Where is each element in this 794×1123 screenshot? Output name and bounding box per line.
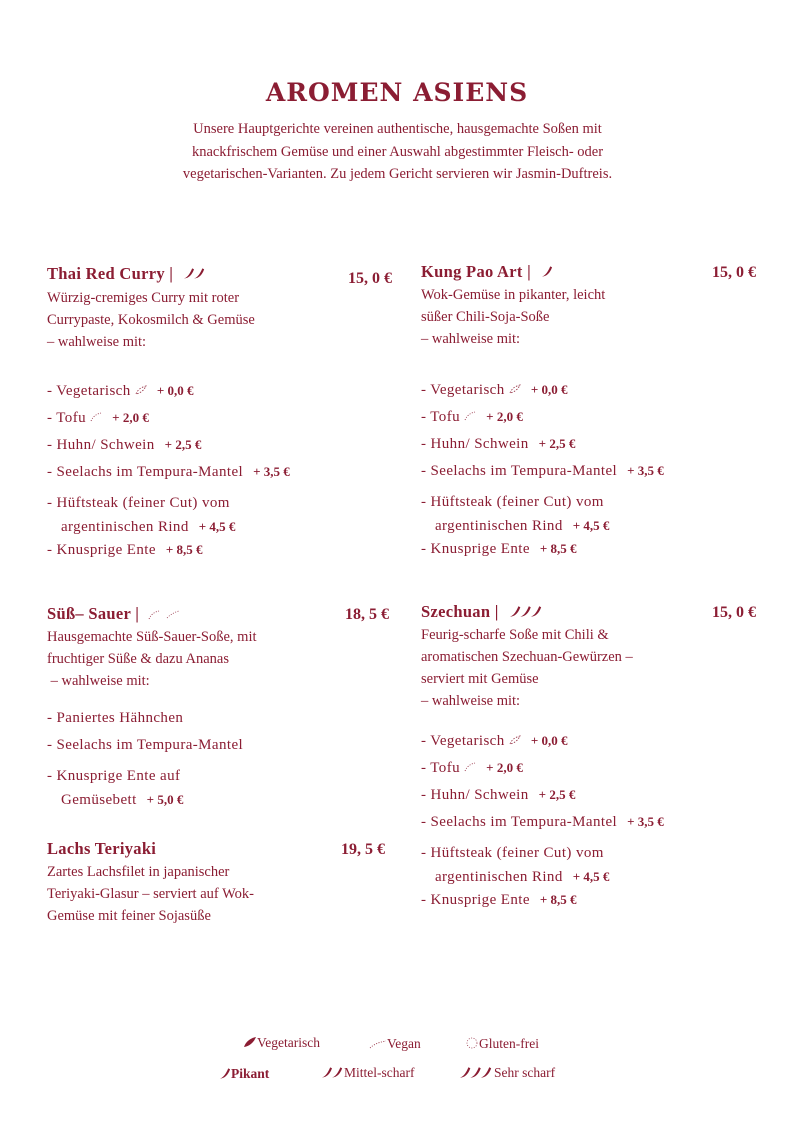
dish-description-line: aromatischen Szechuan-Gewürzen – <box>421 649 633 665</box>
chili-icon <box>540 263 553 282</box>
option-item: - Huhn/ Schwein + 2,5 € <box>421 436 576 452</box>
leaf-icon <box>243 1036 257 1052</box>
dish-name: Süß– Sauer | <box>47 604 140 623</box>
dish-price: 15, 0 € <box>712 264 756 281</box>
dish-name: Kung Pao Art | <box>421 262 532 281</box>
dish-price: 19, 5 € <box>341 841 385 858</box>
option-item: - Seelachs im Tempura-Mantel <box>47 737 244 753</box>
options-thai <box>47 383 290 569</box>
dish-price: 15, 0 € <box>348 270 392 287</box>
option-item: - Hüftsteak (feiner Cut) vom argentinischen Rind + 4,5 € <box>421 845 610 885</box>
vegan-leaf-icon <box>464 409 476 426</box>
option-item: - Vegetarisch + 0,0 € <box>421 382 568 398</box>
dish-kung-pao <box>421 262 756 350</box>
option-item: - Hüftsteak (feiner Cut) vom argentinischen Rind + 4,5 € <box>47 495 236 535</box>
legend-vegetarisch: Vegetarisch <box>243 1035 320 1052</box>
chili-icon <box>218 1066 231 1084</box>
dish-szechuan <box>421 602 756 712</box>
options-suess-sauer <box>47 710 243 815</box>
option-item: - Huhn/ Schwein + 2,5 € <box>47 437 202 453</box>
option-item: - Huhn/ Schwein + 2,5 € <box>421 787 576 803</box>
dish-description-line: Currypaste, Kokosmilch & Gemüse <box>47 312 255 328</box>
legend-vegan: Vegan <box>369 1036 421 1053</box>
option-item: - Hüftsteak (feiner Cut) vom argentinischen Rind + 4,5 € <box>421 494 610 534</box>
option-item: - Tofu + 2,0 € <box>47 410 149 426</box>
dish-price: 18, 5 € <box>345 606 389 623</box>
menu-title: AROMEN ASIENS <box>265 78 529 107</box>
dish-name: Thai Red Curry | <box>47 264 174 283</box>
option-item: - Knusprige Ente + 8,5 € <box>421 892 577 908</box>
dish-thai-red-curry <box>47 264 392 353</box>
dish-description-line: Feurig-scharfe Soße mit Chili & <box>421 627 609 643</box>
dish-price: 15, 0 € <box>712 604 756 621</box>
option-item: - Vegetarisch + 0,0 € <box>47 383 194 399</box>
leaf-icon <box>509 733 521 750</box>
legend-pikant: Pikant <box>218 1066 269 1084</box>
dish-name: Lachs Teriyaki <box>47 839 157 858</box>
dish-description-line: süßer Chili-Soja-Soße <box>421 309 550 325</box>
legend-mittel-scharf: Mittel-scharf <box>320 1065 414 1083</box>
option-item: - Tofu + 2,0 € <box>421 409 523 425</box>
option-item: - Vegetarisch + 0,0 € <box>421 733 568 749</box>
chili-icon <box>182 265 206 284</box>
option-item: - Tofu + 2,0 € <box>421 760 523 776</box>
dish-description-line: – wahlweise mit: <box>47 673 150 689</box>
legend-gluten-frei: Gluten-frei <box>465 1036 539 1054</box>
option-item: - Knusprige Ente + 8,5 € <box>47 542 203 558</box>
dish-description-line: Wok-Gemüse in pikanter, leicht <box>421 287 606 303</box>
option-item: - Seelachs im Tempura-Mantel + 3,5 € <box>421 814 664 830</box>
vegan-leaf-icon <box>369 1037 387 1053</box>
dish-description-line: Hausgemachte Süß-Sauer-Soße, mit <box>47 629 257 645</box>
dish-description-line: – wahlweise mit: <box>421 331 521 347</box>
dish-suess-sauer <box>47 604 389 692</box>
option-item: - Seelachs im Tempura-Mantel + 3,5 € <box>421 463 664 479</box>
dish-description-line: – wahlweise mit: <box>47 334 147 350</box>
chili-icon <box>508 603 544 622</box>
option-item: - Paniertes Hähnchen <box>47 710 184 726</box>
option-item: - Seelachs im Tempura-Mantel + 3,5 € <box>47 464 290 480</box>
dish-description-line: – wahlweise mit: <box>421 693 521 709</box>
dish-description-line: Zartes Lachsfilet in japanischer <box>47 864 230 880</box>
dish-description-line: Würzig-cremiges Curry mit roter <box>47 290 240 306</box>
gluten-free-icon <box>465 1036 479 1054</box>
intro-text: Unsere Hauptgerichte vereinen authentische, hausgemachte Soßen mit knackfrischem Gemüse und einer Auswahl abgestimmter Fleisch- oder vegetarischen-Varianten. Zu jedem Gericht servieren wir Jasmin-Duftreis. <box>182 121 613 182</box>
gluten-free-icon <box>165 605 181 624</box>
dish-description-line: serviert mit Gemüse <box>421 671 539 687</box>
option-item: - Knusprige Ente + 8,5 € <box>421 541 577 557</box>
options-szechuan <box>421 733 664 919</box>
leaf-icon <box>135 383 147 400</box>
chili-icon <box>458 1065 494 1083</box>
dish-description-line: fruchtiger Süße & dazu Ananas <box>47 651 230 667</box>
dish-name: Szechuan | <box>421 602 499 621</box>
dish-description-line: Teriyaki-Glasur – serviert auf Wok- <box>47 886 254 902</box>
leaf-icon <box>509 382 521 399</box>
dish-lachs-teriyaki <box>47 839 385 927</box>
legend-sehr-scharf: Sehr scharf <box>458 1065 555 1083</box>
options-kung-pao <box>421 382 664 568</box>
vegan-leaf-icon <box>148 605 160 624</box>
vegan-leaf-icon <box>464 760 476 777</box>
dish-description-line: Gemüse mit feiner Sojasüße <box>47 908 211 924</box>
option-item: - Knusprige Ente auf Gemüsebett + 5,0 € <box>47 768 184 808</box>
vegan-leaf-icon <box>90 410 102 427</box>
chili-icon <box>320 1065 344 1083</box>
